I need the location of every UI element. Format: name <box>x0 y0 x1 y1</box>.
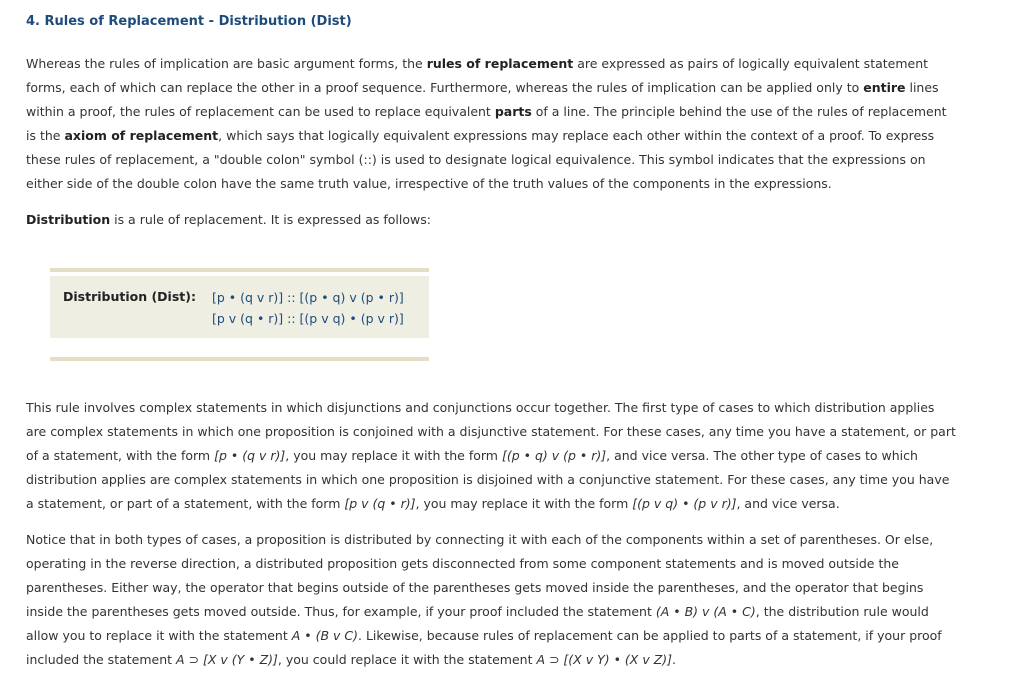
formula-inline: [(p v q) • (p v r)] <box>632 496 737 511</box>
formula-inline: (A • B) v (A • C) <box>655 604 756 619</box>
formula-inline: A • (B v C) <box>291 628 359 643</box>
rule-formula-1: [p • (q v r)] :: [(p • q) v (p • r)] <box>212 290 404 305</box>
text: This rule involves complex statements in which disjunctions and conjunctions occur together. The first type of cases to which distribution applies are complex statements in which one proposition is conjoined with a disjunctive statement. For these cases, any time you have a statement, or part of a statement, with the form <box>26 400 956 463</box>
rule-definition-box <box>50 276 429 338</box>
example-paragraph <box>26 528 956 672</box>
formula-inline: A ⊃ [(X v Y) • (X v Z)] <box>536 652 673 667</box>
rule-box-bottom-border <box>50 357 429 361</box>
rule-name: Distribution (Dist): <box>63 289 196 304</box>
distribution-intro-paragraph <box>26 208 956 232</box>
text: , and vice versa. <box>736 496 840 511</box>
bold-term: parts <box>494 104 532 119</box>
rule-formula-2: [p v (q • r)] :: [(p v q) • (p v r)] <box>212 311 404 326</box>
formula-inline: [(p • q) v (p • r)] <box>501 448 607 463</box>
bold-term: rules of replacement <box>426 56 574 71</box>
bold-term: Distribution <box>26 212 111 227</box>
text: , you could replace it with the statement <box>277 652 537 667</box>
formula-inline: [p v (q • r)] <box>344 496 416 511</box>
text: of a line. The principle behind the use of the rules of replacement is the <box>26 104 947 143</box>
rule-box-top-border <box>50 268 429 272</box>
text: , you may replace it with the form <box>415 496 633 511</box>
formula-inline: [p • (q v r)] <box>214 448 286 463</box>
text: , which says that logically equivalent expressions may replace each other within the context of a proof. To express these rules of replacement, a "double colon" symbol (::) is used to designate logical equivalence. This symbol indicates that the expressions on either side of the double colon have the same truth value, irrespective of the truth values of the components in the expressions. <box>26 128 935 191</box>
text: . Likewise, because rules of replacement can be applied to parts of a statement, if your proof included the statement <box>26 628 942 667</box>
bold-term: axiom of replacement <box>64 128 219 143</box>
text: , you may replace it with the form <box>285 448 502 463</box>
page-title: 4. Rules of Replacement - Distribution (Dist) <box>26 14 352 29</box>
explanation-paragraph <box>26 396 956 516</box>
text: , the distribution rule would allow you to replace it with the statement <box>26 604 929 643</box>
formula-inline: A ⊃ [X v (Y • Z)] <box>176 652 278 667</box>
text: lines within a proof, the rules of replacement can be used to replace equivalent <box>26 80 939 119</box>
text: , and vice versa. The other type of cases to which distribution applies are complex statements in which one proposition is disjoined with a conjunctive statement. For these cases, any time you have a statement, or part of a statement, with the form <box>26 448 950 511</box>
text: Notice that in both types of cases, a proposition is distributed by connecting it with each of the components within a set of parentheses. Or else, operating in the reverse direction, a distributed proposition gets disconnected from some component statements and is moved outside the parentheses. Either way, the operator that begins outside of the parentheses gets moved inside the parentheses, and the operator that begins inside the parentheses gets moved outside. Thus, for example, if your proof included the statement <box>26 532 934 619</box>
text: is a rule of replacement. It is expressed as follows: <box>110 212 431 227</box>
text: are expressed as pairs of logically equivalent statement forms, each of which can replace the other in a proof sequence. Furthermore, whereas the rules of implication can be applied only to <box>26 56 929 95</box>
bold-term: entire <box>863 80 906 95</box>
text: . <box>672 652 677 667</box>
intro-paragraph <box>26 52 956 196</box>
text: Whereas the rules of implication are basic argument forms, the <box>26 56 427 71</box>
